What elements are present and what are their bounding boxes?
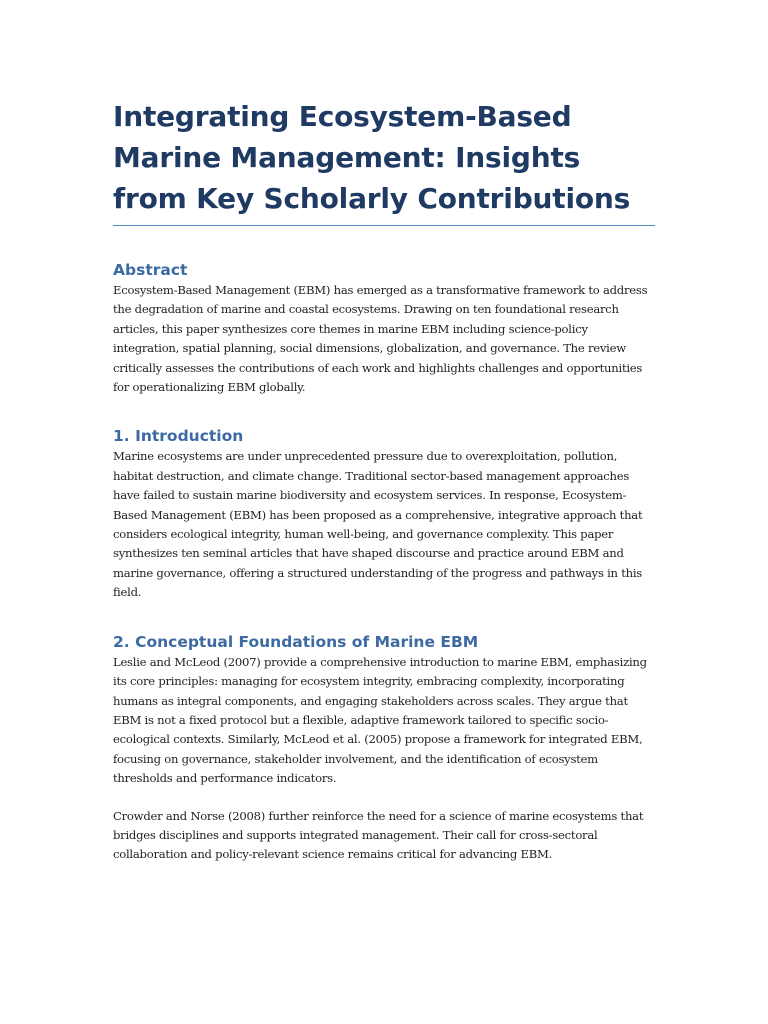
introduction-heading: 1. Introduction (113, 427, 244, 446)
document-page (113, 96, 655, 865)
document-title: Integrating Ecosystem-Based Marine Management: Insights from Key Scholarly Contributions (113, 96, 655, 226)
conceptual-foundations-paragraph-1: Leslie and McLeod (2007) provide a comprehensive introduction to marine EBM, emphasizing its core principles: managing for ecosystem integrity, embracing complexity, incorporating humans as integral components, and engaging stakeholders across scales. They argue that EBM is not a fixed protocol but a flexible, adaptive framework tailored to specific socio-ecological contexts. Similarly, McLeod et al. (2005) propose a framework for integrated EBM, focusing on governance, stakeholder involvement, and the identification of ecosystem thresholds and performance indicators. (113, 654, 647, 786)
conceptual-foundations-heading: 2. Conceptual Foundations of Marine EBM (113, 632, 479, 651)
abstract-paragraph: Ecosystem-Based Management (EBM) has emerged as a transformative framework to address the degradation of marine and coastal ecosystems. Drawing on ten foundational research articles, this paper synthesizes core themes in marine EBM including science-policy integration, spatial planning, social dimensions, globalization, and governance. The review critically assesses the contributions of each work and highlights challenges and opportunities for operationalizing EBM globally. (113, 283, 648, 395)
conceptual-foundations-paragraph-2: Crowder and Norse (2008) further reinforce the need for a science of marine ecosystems that bridges disciplines and supports integrated management. Their call for cross-sectoral collaboration and policy-relevant science remains critical for advancing EBM. (113, 808, 644, 862)
abstract-heading: Abstract (113, 261, 188, 279)
introduction-paragraph: Marine ecosystems are under unprecedented pressure due to overexploitation, pollution, habitat destruction, and climate change. Traditional sector-based management approaches have failed to sustain marine biodiversity and ecosystem services. In response, Ecosystem-Based Management (EBM) has been proposed as a comprehensive, integrative approach that considers ecological integrity, human well-being, and governance complexity. This paper synthesizes ten seminal articles that have shaped discourse and practice around EBM and marine governance, offering a structured understanding of the progress and pathways in this field. (113, 449, 643, 600)
